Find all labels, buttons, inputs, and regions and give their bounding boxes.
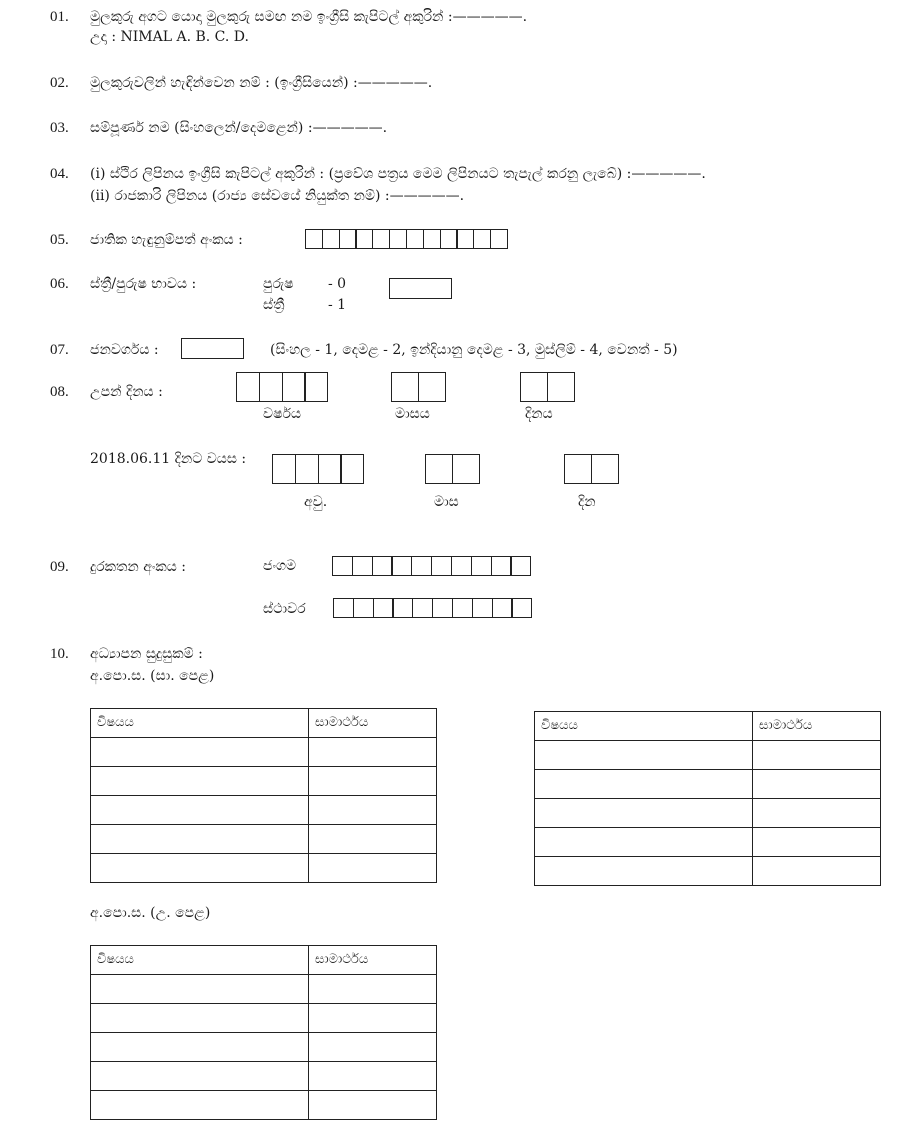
subject-header: විෂයය [535, 712, 753, 741]
fixed-digit-box[interactable] [452, 598, 473, 618]
subject-cell[interactable] [91, 767, 309, 796]
fixed-digit-box[interactable] [353, 598, 374, 618]
birth-day-boxes[interactable] [520, 372, 575, 402]
result-cell[interactable] [309, 1091, 437, 1120]
nic-digit-box[interactable] [355, 229, 373, 249]
mobile-digit-box[interactable] [411, 556, 432, 576]
mobile-digit-box[interactable] [431, 556, 452, 576]
nic-digit-box[interactable] [456, 229, 474, 249]
month-digit-box[interactable] [391, 372, 419, 402]
nic-digit-box[interactable] [339, 229, 357, 249]
age-days-boxes[interactable] [564, 454, 619, 484]
table-row [91, 975, 437, 1004]
table-header-row [91, 946, 437, 975]
q02-text: මුලකුරුවලින් හැඳින්වෙන නම් : (ඉංග්‍රීසියෙන්) : [90, 75, 358, 91]
age-day-box[interactable] [564, 454, 592, 484]
q06-male-code: - 0 [328, 276, 347, 292]
result-cell[interactable] [309, 1004, 437, 1033]
result-cell[interactable] [753, 828, 881, 857]
result-cell[interactable] [309, 1062, 437, 1091]
result-cell[interactable] [309, 1033, 437, 1062]
q06-number: 06. [50, 276, 69, 292]
gender-code-box[interactable] [389, 278, 452, 299]
fixed-digit-box[interactable] [472, 598, 493, 618]
q08-number: 08. [50, 384, 69, 400]
table-row [91, 825, 437, 854]
subject-cell[interactable] [535, 857, 753, 886]
q03-text: සම්පූර්ණ නම (සිංහලෙන්/දෙමළෙන්) : [90, 120, 313, 136]
nic-number-boxes[interactable] [305, 229, 508, 249]
al-heading: අ.පො.ස. (උ. පෙළ) [90, 905, 211, 921]
q06-female-code: - 1 [328, 297, 347, 313]
q06-label: ස්ත්‍රී/පුරුෂ භාවය : [90, 276, 197, 292]
al-results-table [90, 945, 437, 1120]
table-row [535, 828, 881, 857]
age-years-boxes[interactable] [272, 454, 364, 484]
subject-cell[interactable] [91, 1004, 309, 1033]
fixed-digit-box[interactable] [373, 598, 394, 618]
table-row [91, 1062, 437, 1091]
age-month-box[interactable] [425, 454, 453, 484]
month-digit-box[interactable] [418, 372, 446, 402]
mobile-digit-box[interactable] [372, 556, 393, 576]
subject-cell[interactable] [91, 1062, 309, 1091]
result-cell[interactable] [309, 767, 437, 796]
q04-line-i[interactable]: —————. [631, 166, 706, 182]
table-header-row [535, 712, 881, 741]
mobile-digit-box[interactable] [491, 556, 512, 576]
q03-line[interactable]: —————. [312, 120, 388, 136]
q01-number: 01. [50, 9, 69, 25]
result-cell[interactable] [309, 825, 437, 854]
fixed-digit-box[interactable] [392, 598, 413, 618]
nic-digit-box[interactable] [305, 229, 323, 249]
table-row [91, 738, 437, 767]
result-header: සාමාර්ථය [309, 709, 437, 738]
fixed-digit-box[interactable] [432, 598, 453, 618]
mobile-digit-box[interactable] [510, 556, 531, 576]
nic-digit-box[interactable] [423, 229, 441, 249]
q02-line[interactable]: —————. [357, 75, 433, 91]
ol-heading: අ.පො.ස. (සා. පෙළ) [90, 668, 215, 684]
subject-cell[interactable] [91, 1091, 309, 1120]
q04-text-i: (i) ස්ථිර ලිපිනය ඉංග්‍රීසි කැපිටල් අකුරින් : (ප්‍රවේශ පත්‍රය මෙම ලිපිනයට තැපැල් කරනු ලැබේ) : [90, 166, 632, 182]
year-digit-box[interactable] [236, 372, 260, 402]
mobile-number-boxes[interactable] [332, 556, 531, 576]
result-cell[interactable] [753, 857, 881, 886]
q07-options: (සිංහල - 1, දෙමළ - 2, ඉන්දියානු දෙමළ - 3, මුස්ලිම් - 4, වෙනත් - 5) [270, 342, 678, 358]
q07-number: 07. [50, 342, 69, 358]
result-header: සාමාර්ථය [309, 946, 437, 975]
mobile-digit-box[interactable] [391, 556, 412, 576]
subject-cell[interactable] [91, 825, 309, 854]
age-months-caption: මාස [434, 494, 459, 510]
ol-results-table-left [90, 708, 437, 883]
subject-cell[interactable] [91, 738, 309, 767]
q05-label: ජාතික හැඳුනුම්පත් අංකය : [90, 232, 243, 248]
q01-label [90, 9, 527, 27]
mobile-label: ජංගම [263, 558, 297, 574]
table-row [91, 854, 437, 883]
age-days-caption: දින [578, 494, 596, 510]
mobile-digit-box[interactable] [332, 556, 353, 576]
nic-digit-box[interactable] [389, 229, 407, 249]
nic-digit-box[interactable] [372, 229, 390, 249]
fixed-digit-box[interactable] [511, 598, 532, 618]
mobile-digit-box[interactable] [451, 556, 472, 576]
age-months-boxes[interactable] [425, 454, 480, 484]
q03-label [90, 120, 387, 138]
birth-year-boxes[interactable] [236, 372, 328, 402]
fixed-digit-box[interactable] [412, 598, 433, 618]
subject-cell[interactable] [535, 741, 753, 770]
age-years-caption: අවු. [304, 494, 328, 510]
result-header: සාමාර්ථය [753, 712, 881, 741]
table-row [91, 1091, 437, 1120]
subject-cell[interactable] [535, 828, 753, 857]
q04-line-ii[interactable]: —————. [389, 188, 465, 204]
q01-text: මුලකුරු අගට යොදා මුලකුරු සමඟ නම ඉංග්‍රීසි කැපිටල් අකුරින් : [90, 9, 453, 25]
table-row [535, 857, 881, 886]
result-cell[interactable] [753, 770, 881, 799]
age-year-box[interactable] [318, 454, 342, 484]
subject-cell[interactable] [535, 770, 753, 799]
year-digit-box[interactable] [282, 372, 306, 402]
result-cell[interactable] [753, 799, 881, 828]
result-cell[interactable] [753, 741, 881, 770]
result-cell[interactable] [309, 975, 437, 1004]
fixed-digit-box[interactable] [333, 598, 354, 618]
q10-label: අධ්‍යාපන සුදුසුකම් : [90, 646, 203, 662]
ol-results-table-right [534, 711, 881, 886]
table-header-row [91, 709, 437, 738]
subject-cell[interactable] [91, 854, 309, 883]
subject-cell[interactable] [91, 1033, 309, 1062]
subject-header: විෂයය [91, 709, 309, 738]
q04-number: 04. [50, 166, 69, 182]
subject-cell[interactable] [91, 975, 309, 1004]
q04-official-address [90, 188, 464, 206]
table-row [91, 1004, 437, 1033]
result-cell[interactable] [309, 854, 437, 883]
age-year-box[interactable] [272, 454, 296, 484]
result-cell[interactable] [309, 796, 437, 825]
q03-number: 03. [50, 120, 69, 136]
age-label: 2018.06.11 දිනට වයස : [90, 451, 247, 467]
q02-label [90, 75, 432, 93]
q06-male-label: පුරුෂ [263, 276, 294, 292]
age-year-box[interactable] [295, 454, 319, 484]
q04-text-ii: (ii) රාජකාරි ලිපිනය (රාජ්‍ය සේවයේ නියුක්ත නම්) : [90, 188, 390, 204]
nic-digit-box[interactable] [406, 229, 424, 249]
table-row [91, 1033, 437, 1062]
subject-header: විෂයය [91, 946, 309, 975]
age-month-box[interactable] [452, 454, 480, 484]
q01-example: උදා : NIMAL A. B. C. D. [90, 29, 249, 45]
table-row [535, 741, 881, 770]
q09-number: 09. [50, 559, 69, 575]
subject-cell[interactable] [535, 799, 753, 828]
q05-number: 05. [50, 232, 69, 248]
subject-cell[interactable] [91, 796, 309, 825]
table-row [535, 770, 881, 799]
q07-label: ජනවර්ගය : [90, 342, 159, 358]
year-digit-box[interactable] [304, 372, 328, 402]
ethnicity-code-box[interactable] [181, 338, 244, 359]
age-year-box[interactable] [340, 454, 364, 484]
q04-permanent-address [90, 166, 706, 184]
fixed-line-label: ස්ථාවර [263, 601, 306, 617]
birth-day-caption: දිනය [525, 406, 553, 422]
year-digit-box[interactable] [259, 372, 283, 402]
nic-digit-box[interactable] [490, 229, 508, 249]
age-day-box[interactable] [591, 454, 619, 484]
birth-month-boxes[interactable] [391, 372, 446, 402]
q10-number: 10. [50, 646, 69, 662]
birth-year-caption: වර්ෂය [263, 406, 302, 422]
fixed-digit-box[interactable] [492, 598, 513, 618]
q01-line[interactable]: —————. [452, 9, 528, 25]
q08-label: උපන් දිනය : [90, 384, 163, 400]
nic-digit-box[interactable] [322, 229, 340, 249]
result-cell[interactable] [309, 738, 437, 767]
nic-digit-box[interactable] [473, 229, 491, 249]
mobile-digit-box[interactable] [471, 556, 492, 576]
day-digit-box[interactable] [547, 372, 575, 402]
fixed-number-boxes[interactable] [333, 598, 532, 618]
mobile-digit-box[interactable] [352, 556, 373, 576]
nic-digit-box[interactable] [440, 229, 458, 249]
q06-female-label: ස්ත්‍රී [263, 297, 285, 313]
q09-label: දුරකතන අංකය : [90, 559, 187, 575]
q02-number: 02. [50, 75, 69, 91]
table-row [91, 767, 437, 796]
table-row [91, 796, 437, 825]
birth-month-caption: මාසය [395, 406, 430, 422]
day-digit-box[interactable] [520, 372, 548, 402]
table-row [535, 799, 881, 828]
